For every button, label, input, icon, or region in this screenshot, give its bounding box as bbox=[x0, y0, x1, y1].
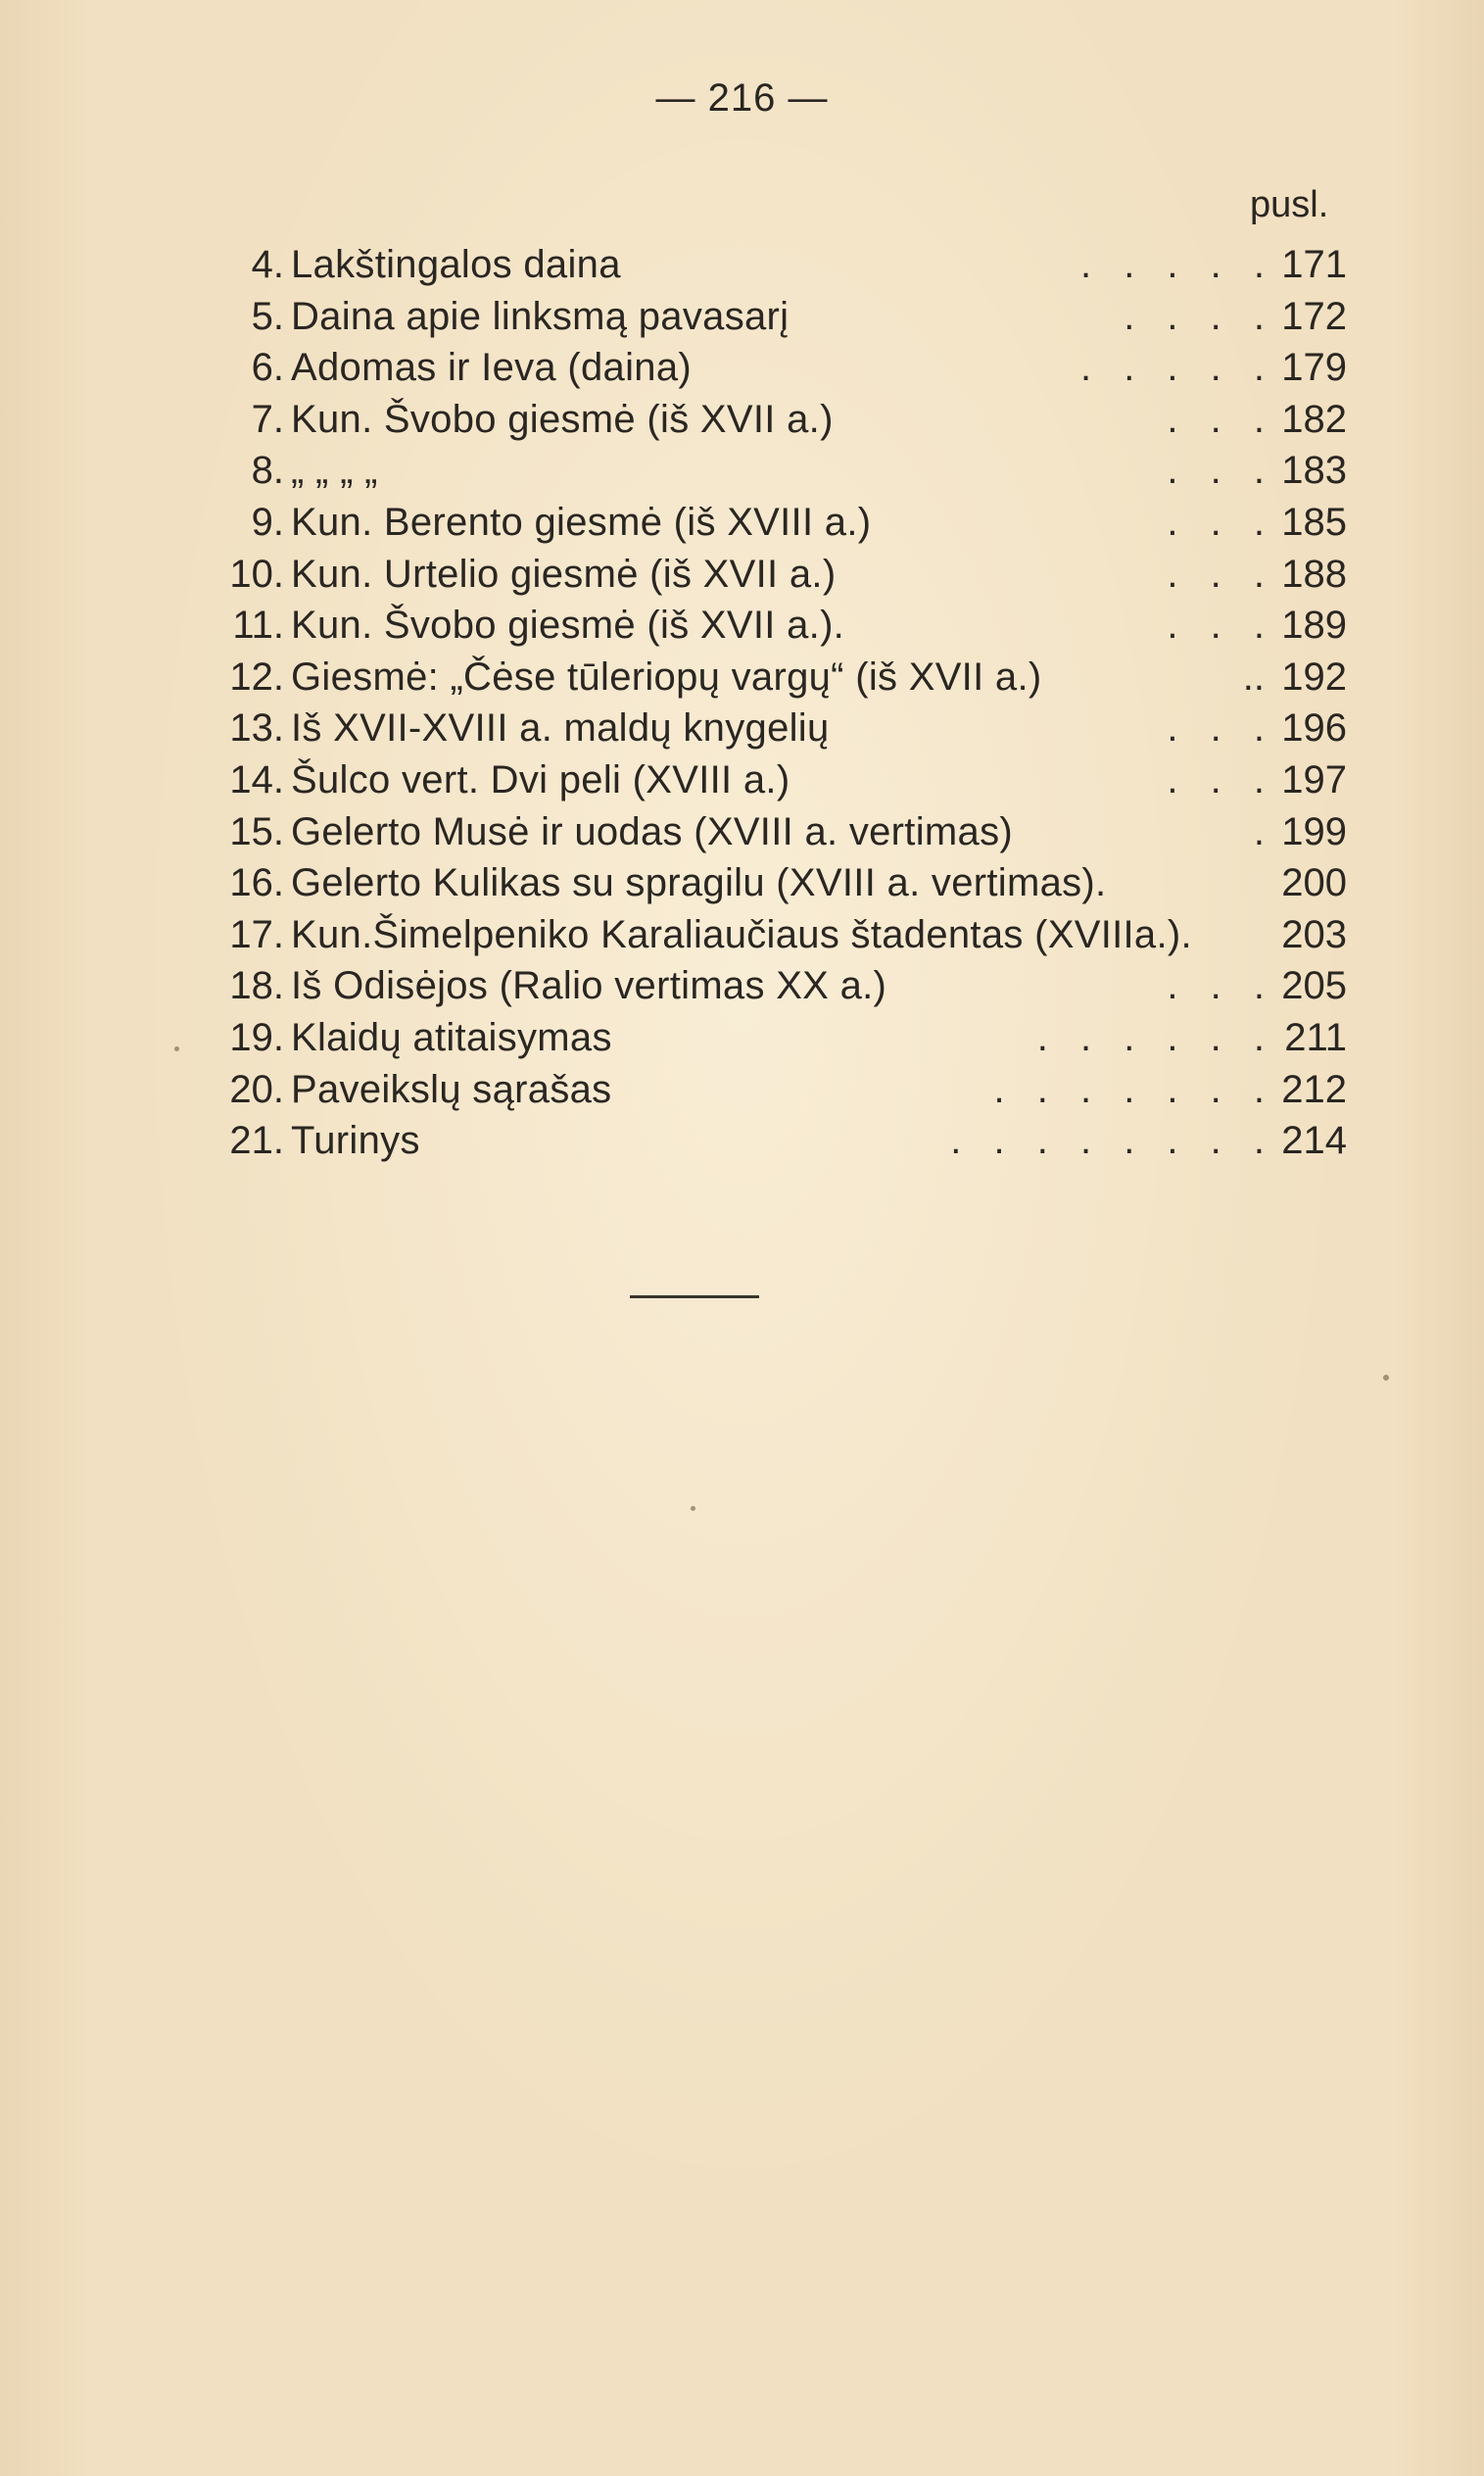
toc-entry-leader-dots: . . . . . . bbox=[1036, 1015, 1265, 1059]
toc-entry-leader-dots: .. bbox=[1242, 655, 1265, 699]
toc-entry-page: 214 bbox=[1281, 1119, 1347, 1163]
toc-entry-leader-dots: . . . bbox=[1167, 706, 1265, 751]
toc-entry-number: 10. bbox=[229, 552, 284, 596]
page-number: — 216 — bbox=[655, 76, 829, 120]
toc-entry-page: 185 bbox=[1281, 500, 1347, 544]
toc-entry bbox=[201, 342, 1347, 394]
toc-entry-number: 7. bbox=[251, 397, 284, 441]
toc-entry-title: Gelerto Kulikas su spragilu (XVIII a. vertimas). bbox=[291, 861, 1107, 905]
toc-entry-title: Gelerto Musė ir uodas (XVIII a. vertimas) bbox=[291, 809, 1013, 853]
page-column-header: pusl. bbox=[1250, 184, 1329, 225]
toc-entry-number: 9. bbox=[251, 500, 284, 544]
paper-speck bbox=[174, 1046, 179, 1051]
toc-entry bbox=[201, 703, 1347, 754]
toc-entry bbox=[201, 806, 1347, 858]
toc-entry-leader-dots: . . . bbox=[1167, 500, 1265, 544]
toc-entry-leader-dots: . . . bbox=[1167, 604, 1265, 648]
toc-entry-page: 182 bbox=[1281, 397, 1347, 441]
toc-entry-page: 211 bbox=[1284, 1015, 1347, 1059]
toc-entry-number: 15. bbox=[229, 809, 284, 853]
toc-entry bbox=[201, 857, 1347, 909]
toc-entry-number: 6. bbox=[251, 346, 284, 390]
toc-entry-title: Kun.Šimelpeniko Karaliaučiaus štadentas (XVIIIa.). bbox=[291, 912, 1192, 956]
toc-entry-title: Šulco vert. Dvi peli (XVIII a.) bbox=[291, 757, 790, 801]
toc-entry-page: 203 bbox=[1281, 912, 1347, 956]
toc-entry-title: Klaidų atitaisymas bbox=[291, 1015, 612, 1059]
toc-entry-leader-dots: . . . . . . . . bbox=[950, 1119, 1265, 1163]
table-of-contents bbox=[201, 239, 1347, 1167]
toc-entry-leader-dots: . . . bbox=[1167, 552, 1265, 596]
toc-entry-number: 12. bbox=[229, 655, 284, 699]
toc-entry-title: Iš XVII-XVIII a. maldų knygelių bbox=[291, 706, 830, 751]
toc-entry-number: 16. bbox=[229, 861, 284, 905]
toc-entry-title: Adomas ir Ieva (daina) bbox=[291, 346, 693, 390]
toc-entry-number: 13. bbox=[229, 706, 284, 751]
toc-entry-page: 189 bbox=[1281, 604, 1347, 648]
toc-entry-number: 5. bbox=[251, 294, 284, 338]
toc-entry-leader-dots: . . . . . . . bbox=[993, 1067, 1265, 1111]
toc-entry-title: Lakštingalos daina bbox=[291, 243, 621, 286]
toc-entry-number: 11. bbox=[232, 604, 284, 648]
end-divider-rule bbox=[630, 1295, 759, 1298]
toc-entry bbox=[201, 291, 1347, 343]
toc-entry-page: 171 bbox=[1281, 243, 1347, 286]
toc-entry bbox=[201, 394, 1347, 446]
toc-entry-page: 192 bbox=[1281, 655, 1347, 699]
toc-entry-page: 179 bbox=[1281, 346, 1347, 390]
toc-entry-number: 14. bbox=[229, 757, 284, 801]
toc-entry bbox=[201, 1012, 1347, 1064]
toc-entry-title: Kun. Berento giesmė (iš XVIII a.) bbox=[291, 500, 872, 544]
toc-entry-number: 8. bbox=[251, 449, 284, 493]
toc-entry-title: Turinys bbox=[291, 1119, 420, 1163]
toc-entry-page: 200 bbox=[1281, 861, 1347, 905]
toc-entry-page: 196 bbox=[1281, 706, 1347, 751]
paper-speck bbox=[691, 1506, 695, 1511]
toc-entry-leader-dots: . . . bbox=[1167, 964, 1265, 1008]
toc-entry bbox=[201, 1064, 1347, 1116]
toc-entry-leader-dots: . . . . . bbox=[1079, 243, 1265, 286]
toc-entry-page: 172 bbox=[1281, 294, 1347, 338]
toc-entry-leader-dots: . . . bbox=[1167, 757, 1265, 801]
toc-entry-title: Kun. Urtelio giesmė (iš XVII a.) bbox=[291, 552, 837, 596]
toc-entry-title: Giesmė: „Čėse tūleriopų vargų“ (iš XVII a.) bbox=[291, 655, 1042, 699]
toc-entry-title: Daina apie linksmą pavasarį bbox=[291, 294, 790, 338]
toc-entry bbox=[201, 549, 1347, 601]
toc-entry-leader-dots: . . . . bbox=[1124, 294, 1265, 338]
toc-entry-title: Kun. Švobo giesmė (iš XVII a.) bbox=[291, 397, 834, 441]
toc-entry-page: 199 bbox=[1281, 809, 1347, 853]
toc-entry-number: 21. bbox=[229, 1119, 284, 1163]
toc-entry-page: 183 bbox=[1281, 449, 1347, 493]
toc-entry bbox=[201, 600, 1347, 652]
toc-entry-number: 17. bbox=[229, 912, 284, 956]
toc-entry-title: Paveikslų sąrašas bbox=[291, 1067, 612, 1111]
toc-entry-page: 205 bbox=[1281, 964, 1347, 1008]
toc-entry-title: Iš Odisėjos (Ralio vertimas XX a.) bbox=[291, 964, 887, 1008]
toc-entry-number: 20. bbox=[229, 1067, 284, 1111]
toc-entry-number: 18. bbox=[229, 964, 284, 1008]
toc-entry bbox=[201, 239, 1347, 291]
toc-entry bbox=[201, 754, 1347, 806]
toc-entry bbox=[201, 909, 1347, 961]
paper-speck bbox=[1383, 1375, 1389, 1381]
toc-entry-number: 4. bbox=[251, 243, 284, 286]
toc-entry-leader-dots: . . . . . bbox=[1079, 346, 1265, 390]
toc-entry-title: Kun. Švobo giesmė (iš XVII a.). bbox=[291, 604, 845, 648]
toc-entry bbox=[201, 497, 1347, 549]
toc-entry-page: 188 bbox=[1281, 552, 1347, 596]
toc-entry bbox=[201, 445, 1347, 497]
toc-entry-leader-dots: . . . bbox=[1167, 397, 1265, 441]
toc-entry-title: „ „ „ „ bbox=[291, 449, 378, 493]
toc-entry bbox=[201, 1115, 1347, 1167]
toc-entry bbox=[201, 652, 1347, 704]
toc-entry-leader-dots: . . . bbox=[1167, 449, 1265, 493]
toc-entry-page: 212 bbox=[1281, 1067, 1347, 1111]
toc-entry-leader-dots: . bbox=[1253, 809, 1265, 853]
toc-entry-page: 197 bbox=[1281, 757, 1347, 801]
toc-entry bbox=[201, 960, 1347, 1012]
toc-entry-number: 19. bbox=[229, 1015, 284, 1059]
